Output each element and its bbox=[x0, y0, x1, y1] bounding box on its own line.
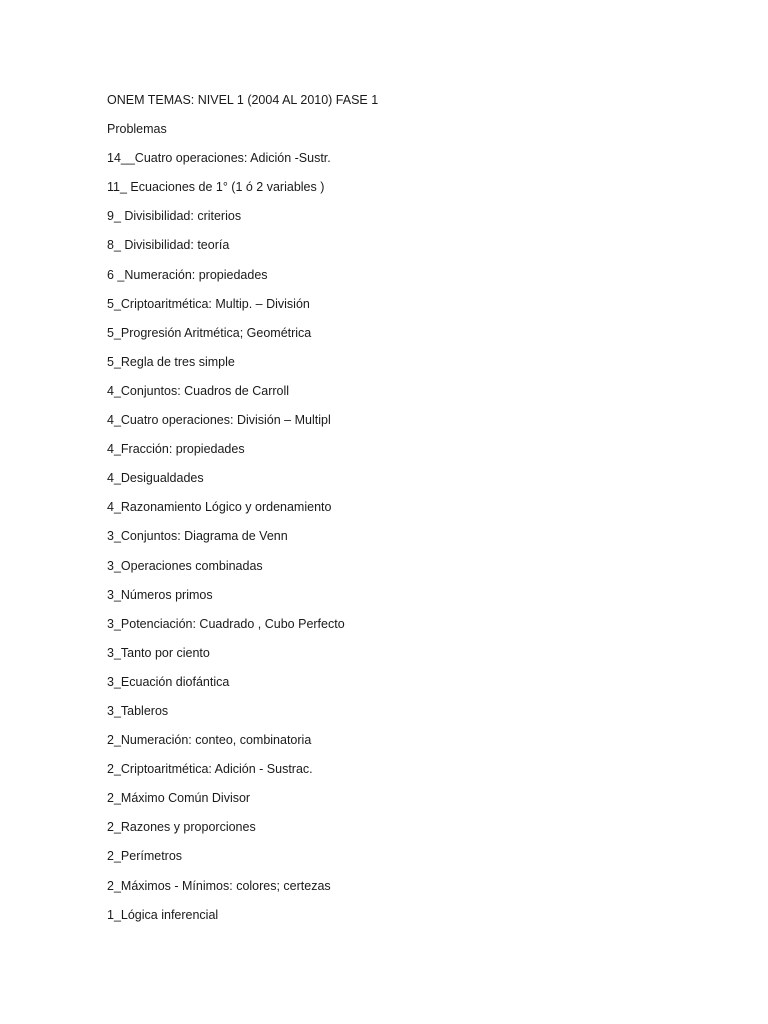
topic-item: 2_Máximo Común Divisor bbox=[107, 791, 251, 806]
topic-item: 3_Tanto por ciento bbox=[107, 645, 210, 660]
topic-item: 2_Numeración: conteo, combinatoria bbox=[107, 733, 312, 748]
topic-item: 2_Criptoaritmética: Adición - Sustrac. bbox=[107, 762, 313, 777]
topic-item: 3_Ecuación diofántica bbox=[107, 674, 230, 689]
topic-item: 4_Fracción: propiedades bbox=[107, 442, 245, 457]
topic-item: 9_ Divisibilidad: criterios bbox=[107, 209, 242, 224]
topic-item: 8_ Divisibilidad: teoría bbox=[107, 238, 230, 253]
topic-item: 6 _Numeración: propiedades bbox=[107, 267, 268, 282]
topic-item: 4_Desigualdades bbox=[107, 471, 204, 486]
topic-item: 3_Operaciones combinadas bbox=[107, 558, 263, 573]
document-subtitle: Problemas bbox=[107, 122, 167, 137]
topic-item: 14__Cuatro operaciones: Adición -Sustr. bbox=[107, 151, 331, 166]
topic-item: 3_Tableros bbox=[107, 703, 169, 718]
topic-item: 5_Progresión Aritmética; Geométrica bbox=[107, 325, 312, 340]
topic-item: 2_Perímetros bbox=[107, 849, 183, 864]
topic-item: 3_Números primos bbox=[107, 587, 213, 602]
document-body bbox=[107, 90, 378, 934]
topic-item: 4_Conjuntos: Cuadros de Carroll bbox=[107, 383, 290, 398]
topic-item: 5_Criptoaritmética: Multip. – División bbox=[107, 296, 310, 311]
topic-item: 3_Conjuntos: Diagrama de Venn bbox=[107, 529, 288, 544]
topic-item: 2_Razones y proporciones bbox=[107, 820, 256, 835]
topic-item: 4_Cuatro operaciones: División – Multipl bbox=[107, 413, 331, 428]
topic-item: 1_Lógica inferencial bbox=[107, 907, 219, 922]
topic-item: 3_Potenciación: Cuadrado , Cubo Perfecto bbox=[107, 616, 345, 631]
topic-item: 2_Máximos - Mínimos: colores; certezas bbox=[107, 878, 331, 893]
document-title: ONEM TEMAS: NIVEL 1 (2004 AL 2010) FASE 1 bbox=[107, 93, 379, 107]
topic-item: 11_ Ecuaciones de 1° (1 ó 2 variables ) bbox=[107, 180, 325, 195]
topic-item: 5_Regla de tres simple bbox=[107, 354, 235, 369]
topic-item: 4_Razonamiento Lógico y ordenamiento bbox=[107, 500, 332, 515]
